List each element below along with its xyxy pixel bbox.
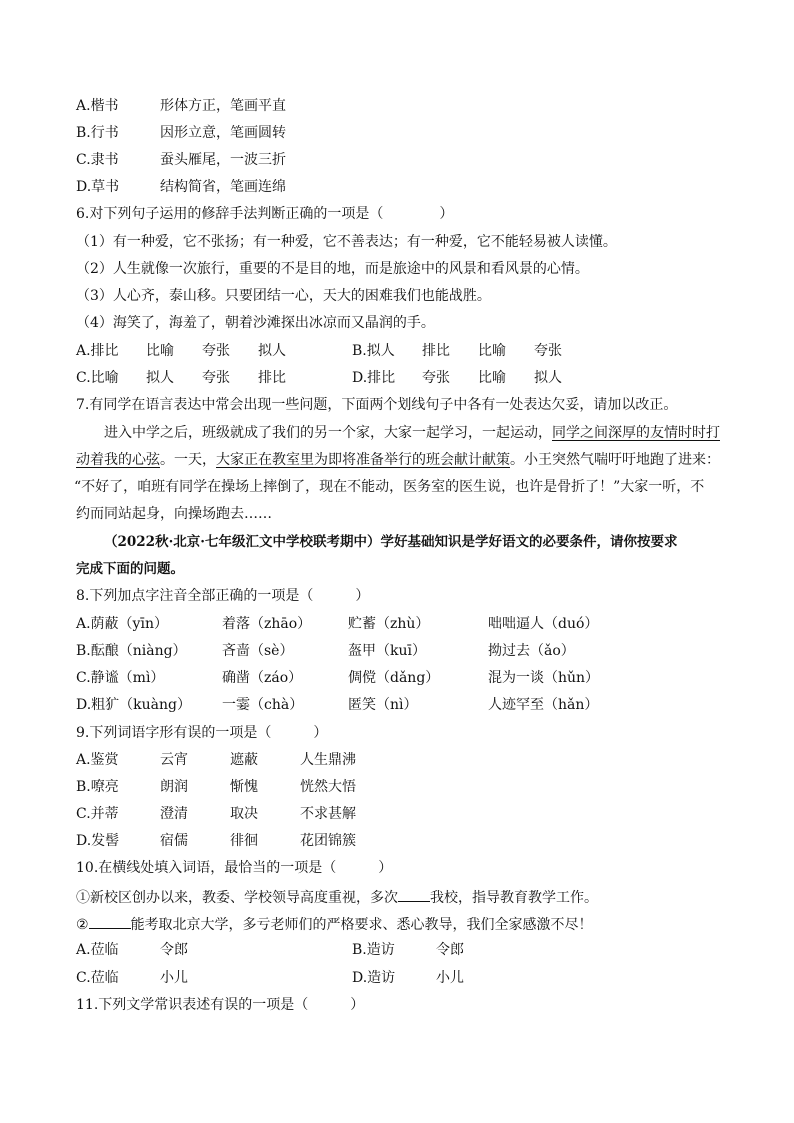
q8-option-d-2: 一霎（chà） [222, 697, 304, 713]
section-heading-line-1: （2022秋·北京·七年级汇文中学校联考期中）学好基础知识是学好语文的必要条件，请你按要求 [104, 534, 678, 550]
q10-blank-2 [89, 914, 131, 929]
q9-option-b-1: B.嘹亮 [76, 779, 119, 795]
q5-option-c-desc: 蚕头雁尾，一波三折 [160, 152, 286, 168]
q9-option-d-4: 花团锦簇 [300, 833, 356, 849]
q10-option-c-2: 小儿 [160, 970, 188, 986]
q6-option-b-2: 排比 [422, 343, 450, 359]
q9-option-a-1: A.鉴赏 [76, 752, 119, 768]
q6-option-c-2: 拟人 [146, 370, 174, 386]
q5-option-b-letter: B.行书 [76, 125, 119, 141]
q10-option-d-1: D.造访 [352, 970, 396, 986]
q7-passage-line-1 [104, 424, 720, 442]
q8-option-c-1: C.静谧（mì） [76, 670, 165, 686]
q9-option-c-3: 取决 [230, 806, 258, 822]
q10-option-a-2: 令郎 [160, 942, 188, 958]
q8-option-c-2: 确凿（záo） [222, 670, 303, 686]
q6-stem: 6.对下列句子运用的修辞手法判断正确的一项是（ ） [76, 206, 454, 222]
q8-option-b-1: B.酝酿（niàng） [76, 643, 187, 659]
q10-option-b-2: 令郎 [436, 942, 464, 958]
q11-stem: 11.下列文学常识表述有误的一项是（ ） [76, 997, 365, 1013]
q8-option-d-3: 匿笑（nì） [348, 697, 418, 713]
q7-underlined-sentence-1-cont: 动着我的心弦 [76, 452, 160, 468]
q8-option-a-2: 着落（zhāo） [222, 616, 312, 632]
q10-blank-1 [398, 887, 430, 902]
q7-passage-line-2 [76, 451, 720, 469]
q8-option-b-4: 拗过去（ǎo） [488, 643, 575, 659]
q10-sentence-1 [76, 887, 598, 907]
q5-option-d-desc: 结构简省，笔画连绵 [160, 179, 286, 195]
q10-sentence-1-text: ①新校区创办以来，教委、学校领导高度重视，多次 [76, 890, 398, 906]
q8-option-d-4: 人迹罕至（hǎn） [488, 697, 599, 713]
q10-stem: 10.在横线处填入词语，最恰当的一项是（ ） [76, 860, 393, 876]
q6-option-d-2: 夸张 [422, 370, 450, 386]
q8-option-a-4: 咄咄逼人（duó） [488, 616, 599, 632]
q7-underlined-sentence-1: 同学之间深厚的友情时时打 [552, 425, 720, 441]
q10-option-d-2: 小儿 [436, 970, 464, 986]
q9-option-c-2: 澄清 [160, 806, 188, 822]
q6-option-c-4: 排比 [258, 370, 286, 386]
q7-passage-line-3: “不好了，咱班有同学在操场上摔倒了，现在不能动，医务室的医生说，也许是骨折了！”大家一听，不 [74, 479, 705, 495]
q6-sentence-3: （3）人心齐，泰山移。只要团结一心，天大的困难我们也能战胜。 [76, 288, 491, 304]
q10-option-c-1: C.莅临 [76, 970, 119, 986]
q6-option-d-4: 拟人 [534, 370, 562, 386]
q8-option-c-3: 倜傥（dǎng） [348, 670, 440, 686]
q6-option-a: A.排比 [76, 343, 119, 359]
q9-option-d-2: 宿儒 [160, 833, 188, 849]
q9-option-c-1: C.并蒂 [76, 806, 119, 822]
q9-option-b-2: 朗润 [160, 779, 188, 795]
q7-stem: 7.有同学在语言表达中常会出现一些问题，下面两个划线句子中各有一处表达欠妥，请加以改正。 [76, 397, 678, 413]
q8-option-a-1: A.荫蔽（yīn） [76, 616, 168, 632]
q6-option-a-4: 拟人 [258, 343, 286, 359]
q5-option-a [76, 97, 119, 115]
q10-sentence-1-text: 我校，指导教育教学工作。 [430, 890, 598, 906]
q9-option-c-4: 不求甚解 [300, 806, 356, 822]
q5-option-d [76, 178, 119, 196]
q8-option-d-1: D.粗犷（kuàng） [76, 697, 192, 713]
q5-option-b-desc: 因形立意，笔画圆转 [160, 125, 286, 141]
q6-option-c-3: 夸张 [202, 370, 230, 386]
q6-sentence-1: （1）有一种爱，它不张扬；有一种爱，它不善表达；有一种爱，它不能轻易被人读懂。 [76, 234, 617, 250]
q10-sentence-2-text: ② [76, 917, 89, 933]
q9-option-d-1: D.发髻 [76, 833, 120, 849]
q6-sentence-4: （4）海笑了，海羞了，朝着沙滩探出冰凉而又晶润的手。 [76, 315, 435, 331]
q6-sentence-2: （2）人生就像一次旅行，重要的不是目的地，而是旅途中的风景和看风景的心情。 [76, 261, 589, 277]
q10-sentence-2 [76, 914, 593, 934]
q5-option-b [76, 124, 119, 142]
q7-underlined-sentence-2: 大家正在教室里为即将准备举行的班会献计献策 [216, 452, 510, 468]
q7-passage-line-4: 约而同站起身，向操场跑去…… [76, 506, 272, 522]
q8-option-b-2: 吝啬（sè） [222, 643, 294, 659]
q5-option-c-letter: C.隶书 [76, 152, 119, 168]
q9-option-a-3: 遮蔽 [230, 752, 258, 768]
q10-option-a-1: A.莅临 [76, 942, 119, 958]
q6-option-b-3: 比喻 [478, 343, 506, 359]
q9-option-a-2: 云宵 [160, 752, 188, 768]
q7-passage-text: 。小王突然气喘吁吁地跑了进来： [510, 452, 720, 468]
q10-sentence-2-text: 能考取北京大学，多亏老师们的严格要求、悉心教导，我们全家感激不尽！ [130, 917, 593, 933]
q6-option-d-3: 比喻 [478, 370, 506, 386]
q8-option-b-3: 盔甲（kuī） [348, 643, 426, 659]
q9-option-d-3: 徘徊 [230, 833, 258, 849]
section-heading-line-2: 完成下面的问题。 [76, 561, 184, 577]
q7-passage-text: 。一天， [160, 452, 216, 468]
q6-option-a-3: 夸张 [202, 343, 230, 359]
q6-option-a-2: 比喻 [146, 343, 174, 359]
q6-option-b-4: 夸张 [534, 343, 562, 359]
q6-option-b: B.拟人 [352, 343, 395, 359]
q9-option-b-4: 恍然大悟 [300, 779, 356, 795]
q6-option-c: C.比喻 [76, 370, 119, 386]
q5-option-a-letter: A.楷书 [76, 98, 119, 114]
q8-stem: 8.下列加点字注音全部正确的一项是（ ） [76, 588, 370, 604]
q7-passage-text: 进入中学之后，班级就成了我们的另一个家，大家一起学习，一起运动， [104, 425, 552, 441]
q9-stem: 9.下列词语字形有误的一项是（ ） [76, 725, 328, 741]
q9-option-b-3: 惭愧 [230, 779, 258, 795]
q10-option-b-1: B.造访 [352, 942, 395, 958]
q8-option-c-4: 混为一谈（hǔn） [488, 670, 600, 686]
q5-option-d-letter: D.草书 [76, 179, 120, 195]
q5-option-a-desc: 形体方正，笔画平直 [160, 98, 286, 114]
q9-option-a-4: 人生鼎沸 [300, 752, 356, 768]
q6-option-d: D.排比 [352, 370, 396, 386]
q5-option-c [76, 151, 119, 169]
q8-option-a-3: 贮蓄（zhù） [348, 616, 430, 632]
